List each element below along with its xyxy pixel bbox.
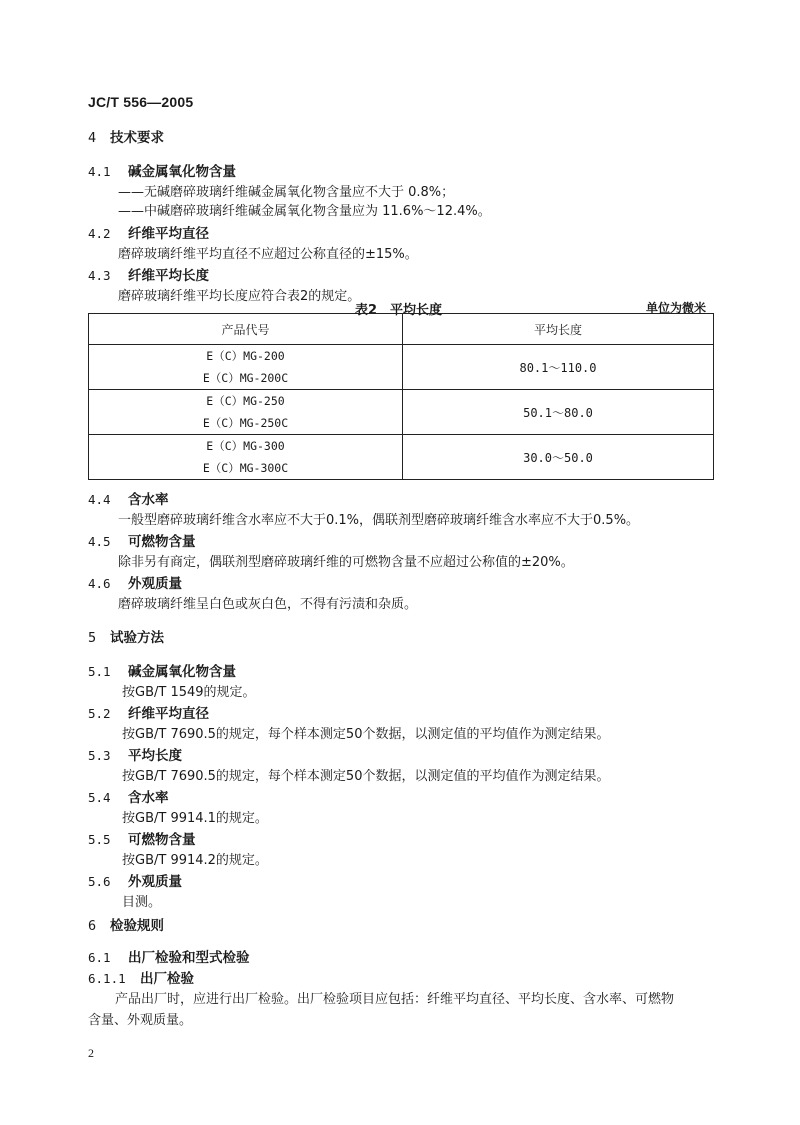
product-code: E（C）MG-200 [206,349,285,363]
section-title: 外观质量 [128,576,182,592]
section-4-5-heading [88,530,196,550]
section-number: 4.6 [88,576,111,591]
section-5-1-text: 按GB/T 1549的规定。 [122,685,256,700]
product-code-cell [89,345,403,390]
section-4-heading [88,126,164,146]
section-number: 5.4 [88,790,111,805]
section-5-3-text: 按GB/T 7690.5的规定，每个样本测定50个数据，以测定值的平均值作为测定结果。 [122,769,610,784]
section-title: 试验方法 [110,630,164,646]
section-4-4-heading [88,488,169,508]
section-4-1-heading [88,160,236,180]
section-5-5-text: 按GB/T 9914.2的规定。 [122,853,268,868]
section-title: 纤维平均直径 [128,706,209,722]
section-number: 6.1.1 [88,971,126,986]
section-number: 4 [88,130,97,146]
section-number: 4.1 [88,164,111,179]
section-6-1-1-text-line-1: 产品出厂时，应进行出厂检验。出厂检验项目应包括：纤维平均直径、平均长度、含水率、可燃物 [115,992,675,1007]
section-5-heading [88,626,164,646]
section-number: 5 [88,630,97,646]
product-code: E（C）MG-250 [206,394,285,408]
page-number: 2 [88,1046,94,1060]
section-number: 5.3 [88,748,111,763]
section-4-2-heading [88,222,209,242]
section-5-1-heading [88,660,236,680]
section-4-1-line-1: ——无碱磨碎玻璃纤维碱金属氧化物含量应不大于 0.8%； [118,185,455,200]
product-code: E（C）MG-200C [202,371,289,385]
section-5-5-heading [88,828,196,848]
section-5-4-heading [88,786,169,806]
section-4-3-text: 磨碎玻璃纤维平均长度应符合表2的规定。 [118,289,361,304]
section-6-heading [88,914,164,934]
section-number: 6 [88,918,97,934]
table-row [89,345,714,390]
section-number: 6.1 [88,950,111,965]
section-title: 出厂检验 [140,971,194,987]
section-4-6-text: 磨碎玻璃纤维呈白色或灰白色，不得有污渍和杂质。 [118,597,418,612]
product-code-cell [89,435,403,480]
section-4-3-heading [88,264,209,284]
section-title: 外观质量 [128,874,182,890]
standard-code: JC/T 556—2005 [88,94,194,110]
column-header-average-length: 平均长度 [403,314,714,345]
section-number: 5.2 [88,706,111,721]
table-2 [88,313,714,480]
average-length-cell: 30.0～50.0 [403,435,714,480]
product-code-cell [89,390,403,435]
table-header-row [89,314,714,345]
section-title: 可燃物含量 [128,534,196,550]
section-title: 含水率 [128,790,169,806]
table-row [89,435,714,480]
section-title: 技术要求 [110,130,164,146]
section-6-1-heading [88,946,250,966]
section-number: 4.3 [88,268,111,283]
section-number: 4.4 [88,492,111,507]
section-title: 出厂检验和型式检验 [128,950,250,966]
section-6-1-1-heading [88,967,194,987]
section-4-5-text: 除非另有商定，偶联剂型磨碎玻璃纤维的可燃物含量不应超过公称值的±20%。 [118,555,574,570]
section-number: 5.1 [88,664,111,679]
average-length-cell: 80.1～110.0 [403,345,714,390]
section-title: 含水率 [128,492,169,508]
section-4-4-text: 一般型磨碎玻璃纤维含水率应不大于0.1%，偶联剂型磨碎玻璃纤维含水率应不大于0.5%。 [118,513,640,528]
section-4-6-heading [88,572,182,592]
column-header-product-code: 产品代号 [89,314,403,345]
product-code: E（C）MG-250C [202,416,289,430]
section-title: 检验规则 [110,918,164,934]
section-title: 纤维平均直径 [128,226,209,242]
table-2-unit: 单位为微米 [646,301,707,315]
section-number: 5.5 [88,832,111,847]
section-5-2-text: 按GB/T 7690.5的规定，每个样本测定50个数据，以测定值的平均值作为测定结果。 [122,727,610,742]
section-4-2-text: 磨碎玻璃纤维平均直径不应超过公称直径的±15%。 [118,247,418,262]
section-number: 5.6 [88,874,111,889]
section-number: 4.2 [88,226,111,241]
section-5-6-heading [88,870,182,890]
section-title: 纤维平均长度 [128,268,209,284]
section-5-3-heading [88,744,182,764]
section-5-4-text: 按GB/T 9914.1的规定。 [122,811,268,826]
section-title: 碱金属氧化物含量 [128,664,236,680]
product-code: E（C）MG-300C [202,461,289,475]
table-row [89,390,714,435]
section-4-1-line-2: ——中碱磨碎玻璃纤维碱金属氧化物含量应为 11.6%～12.4%。 [118,204,491,219]
section-5-6-text: 目测。 [122,895,162,910]
section-6-1-1-text-line-2: 含量、外观质量。 [88,1013,193,1028]
table-2-caption: 表2 平均长度 [355,303,443,318]
section-title: 平均长度 [128,748,182,764]
product-code: E（C）MG-300 [206,439,285,453]
section-title: 可燃物含量 [128,832,196,848]
section-number: 4.5 [88,534,111,549]
average-length-cell: 50.1～80.0 [403,390,714,435]
section-5-2-heading [88,702,209,722]
section-title: 碱金属氧化物含量 [128,164,236,180]
